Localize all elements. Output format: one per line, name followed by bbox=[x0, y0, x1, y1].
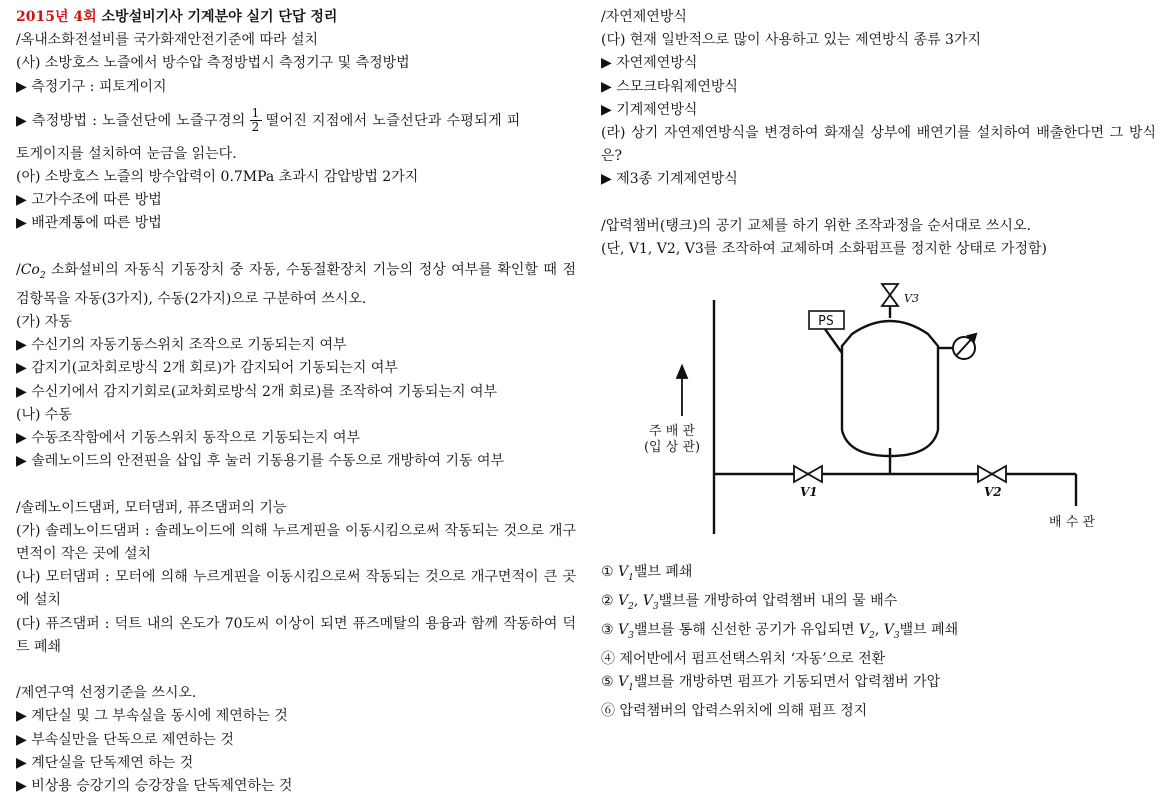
co2-co: Co bbox=[20, 261, 40, 278]
valve-v3-icon bbox=[882, 284, 898, 306]
v3-label: V3 bbox=[904, 292, 919, 305]
s2-title bbox=[16, 259, 576, 311]
step-3-text: 밸브를 통해 신선한 공기가 유입되면 bbox=[633, 622, 855, 638]
step-2-valve-b bbox=[642, 593, 659, 612]
s4-item-1: ▶ 계단실 및 그 부속실을 동시에 제연하는 것 bbox=[16, 708, 288, 725]
r2-title: /압력챔버(탱크)의 공기 교체를 하기 위한 조작과정을 순서대로 쓰시오. bbox=[601, 217, 1031, 234]
s3-solenoid: (가) 솔레노이드댐퍼 : 솔레노이드에 의해 누르게핀을 이동시킴으로써 작동되는 것으로 개구면적이 작은 곳에 설치 bbox=[16, 522, 576, 563]
step-3-sub-b: 3 bbox=[893, 630, 900, 641]
step-3-sub: 3 bbox=[628, 630, 634, 641]
step-1-number: ① bbox=[601, 564, 614, 580]
step-2-sep: , bbox=[633, 593, 643, 609]
procedure-steps bbox=[601, 561, 1156, 723]
v1-label: V1 bbox=[800, 485, 818, 499]
s2-auto-3: ▶ 수신기에서 감지기회로(교차회로방식 2개 회로)를 조작하여 기동되는지 여부 bbox=[16, 383, 497, 400]
step-2-number: ② bbox=[601, 593, 614, 609]
r1-answer-3: ▶ 기계제연방식 bbox=[601, 101, 698, 118]
s4-item-4: ▶ 비상용 승강기의 승강장을 단독제연하는 것 bbox=[16, 778, 293, 795]
co2-subscript: 2 bbox=[39, 270, 46, 281]
step-1-sub: 1 bbox=[628, 572, 634, 583]
co2-formula bbox=[20, 261, 46, 281]
step-5-sub: 1 bbox=[628, 683, 634, 693]
step-6: ⑥ 압력챔버의 압력스위치에 의해 펌프 정지 bbox=[601, 703, 868, 720]
step-2-sub-b: 3 bbox=[652, 601, 659, 612]
step-2-sub-a: 2 bbox=[628, 601, 634, 612]
step-2 bbox=[601, 590, 1156, 619]
s4-item-3: ▶ 계단실을 단독제연 하는 것 bbox=[16, 754, 194, 771]
s2-auto-heading: (가) 자동 bbox=[16, 314, 72, 331]
r1-question-2: (라) 상기 자연제연방식을 변경하여 화재실 상부에 배연기를 설치하여 배출한다면 그 방식은? bbox=[601, 125, 1156, 165]
header-title: 소방설비기사 기계분야 실기 단답 정리 bbox=[96, 9, 338, 25]
r1-answer-4: ▶ 제3종 기계제연방식 bbox=[601, 171, 738, 188]
left-column bbox=[16, 6, 576, 798]
step-1-text: 밸브 폐쇄 bbox=[633, 564, 693, 580]
s2-auto-1: ▶ 수신기의 자동기동스위치 조작으로 기동되는지 여부 bbox=[16, 337, 347, 354]
v2-label: V2 bbox=[984, 485, 1002, 499]
s1-title: /옥내소화전설비를 국가화재안전기준에 따라 설치 bbox=[16, 32, 319, 49]
step-2-v-b: V bbox=[642, 593, 653, 609]
step-3-valve-a bbox=[859, 622, 875, 641]
s1-answer-1: ▶ 측정기구 : 피토게이지 bbox=[16, 78, 167, 95]
s3-motor: (나) 모터댐퍼 : 모터에 의해 누르게핀을 이동시킴으로써 작동되는 것으로 개구면적이 큰 곳에 설치 bbox=[16, 569, 576, 609]
step-5-valve bbox=[618, 674, 634, 693]
valve-v1-icon bbox=[794, 466, 822, 482]
s1-question-1: (사) 소방호스 노즐에서 방수압 측정방법시 측정기구 및 측정방법 bbox=[16, 55, 410, 72]
step-3-number: ③ bbox=[601, 622, 614, 638]
r1-answer-1: ▶ 자연제연방식 bbox=[601, 55, 698, 72]
step-2-v-a: V bbox=[618, 593, 629, 609]
step-1-v: V bbox=[618, 564, 629, 580]
s1-answer-2-post: 떨어진 지점에서 노즐선단과 수평되게 피 bbox=[265, 112, 521, 129]
step-4: ④ 제어반에서 펌프선택스위치 ‘자동’으로 전환 bbox=[601, 651, 886, 667]
document-header bbox=[16, 6, 576, 29]
step-3-v: V bbox=[618, 622, 629, 638]
s1-question-2: (아) 소방호스 노즐의 방수압력이 0.7MPa 초과시 감압방법 2가지 bbox=[16, 169, 419, 186]
s1-method-1: ▶ 고가수조에 따른 방법 bbox=[16, 192, 162, 209]
drain-pipe-label: 배 수 관 bbox=[1049, 515, 1095, 530]
step-3-valve bbox=[618, 622, 634, 641]
r1-question-1: (다) 현재 일반적으로 많이 사용하고 있는 제연방식 종류 3가지 bbox=[601, 32, 982, 49]
s4-title: /제연구역 선정기준을 쓰시오. bbox=[16, 685, 197, 702]
ps-label: PS bbox=[818, 314, 834, 329]
s2-auto-2: ▶ 감지기(교차회로방식 2개 회로)가 감지되어 기동되는지 여부 bbox=[16, 360, 398, 377]
right-column bbox=[601, 6, 1156, 261]
fraction-denominator: 2 bbox=[251, 120, 260, 135]
step-1 bbox=[601, 561, 1156, 590]
pressure-chamber-diagram bbox=[632, 268, 1122, 546]
pressure-gauge-icon bbox=[953, 334, 976, 359]
r1-answer-2: ▶ 스모크타워제연방식 bbox=[601, 78, 738, 95]
step-2-valve-a bbox=[618, 593, 634, 612]
s2-manual-2: ▶ 솔레노이드의 안전핀을 삽입 후 눌러 기동용기를 수동으로 개방하여 기동 여부 bbox=[16, 453, 505, 470]
s4-item-2: ▶ 부속실만을 단독으로 제연하는 것 bbox=[16, 731, 234, 748]
flow-up-arrow-icon bbox=[677, 366, 687, 416]
valve-v2-icon bbox=[978, 466, 1006, 482]
step-5-v: V bbox=[618, 674, 629, 691]
step-3-sub-a: 2 bbox=[869, 630, 875, 641]
r1-title: /자연제연방식 bbox=[601, 9, 687, 25]
half-fraction bbox=[250, 107, 262, 134]
step-5-number: ⑤ bbox=[601, 674, 614, 691]
step-3-valve-b bbox=[883, 622, 900, 641]
step-1-valve bbox=[618, 564, 634, 583]
step-3-text-2: 밸브 폐쇄 bbox=[899, 622, 959, 638]
s3-fuse: (다) 퓨즈댐퍼 : 덕트 내의 온도가 70도씨 이상이 되면 퓨즈메탈의 용융과 함께 작동하여 덕트 폐쇄 bbox=[16, 615, 576, 655]
main-pipe-label-2: (입 상 관) bbox=[643, 440, 701, 455]
s1-answer-2 bbox=[16, 99, 576, 143]
step-3-sep: , bbox=[874, 622, 884, 638]
step-5-text: 밸브를 개방하면 펌프가 기동되면서 압력챔버 가압 bbox=[633, 674, 941, 691]
r2-note: (단, V1, V2, V3를 조작하여 교체하며 소화펌프를 정지한 상태로 가정함) bbox=[601, 241, 1047, 258]
header-year-session: 2015년 4회 bbox=[16, 9, 97, 25]
step-2-text: 밸브를 개방하여 압력챔버 내의 물 배수 bbox=[658, 593, 898, 609]
main-pipe-label-1: 주 배 관 bbox=[649, 424, 695, 439]
s1-answer-2-pre: ▶ 측정방법 : 노즐선단에 노즐구경의 bbox=[16, 112, 246, 129]
fraction-numerator: 1 bbox=[251, 106, 260, 121]
s3-title: /솔레노이드댐퍼, 모터댐퍼, 퓨즈댐퍼의 기능 bbox=[16, 499, 287, 516]
s2-slash: / bbox=[16, 261, 21, 278]
s2-manual-heading: (나) 수동 bbox=[16, 406, 72, 423]
s1-method-2: ▶ 배관계통에 따른 방법 bbox=[16, 215, 162, 232]
s1-answer-2-cont: 토게이지를 설치하여 눈금을 읽는다. bbox=[16, 145, 237, 162]
step-5 bbox=[601, 671, 1156, 700]
step-3-v-a: V bbox=[859, 622, 870, 638]
step-3 bbox=[601, 619, 1156, 648]
s2-title-rest: 소화설비의 자동식 기동장치 중 자동, 수동절환장치 기능의 정상 여부를 확인할 때 점검항목을 자동(3가지), 수동(2가지)으로 구분하여 쓰시오. bbox=[16, 261, 576, 307]
s2-manual-1: ▶ 수동조작함에서 기동스위치 동작으로 기동되는지 여부 bbox=[16, 430, 361, 447]
step-3-v-b: V bbox=[883, 622, 894, 638]
